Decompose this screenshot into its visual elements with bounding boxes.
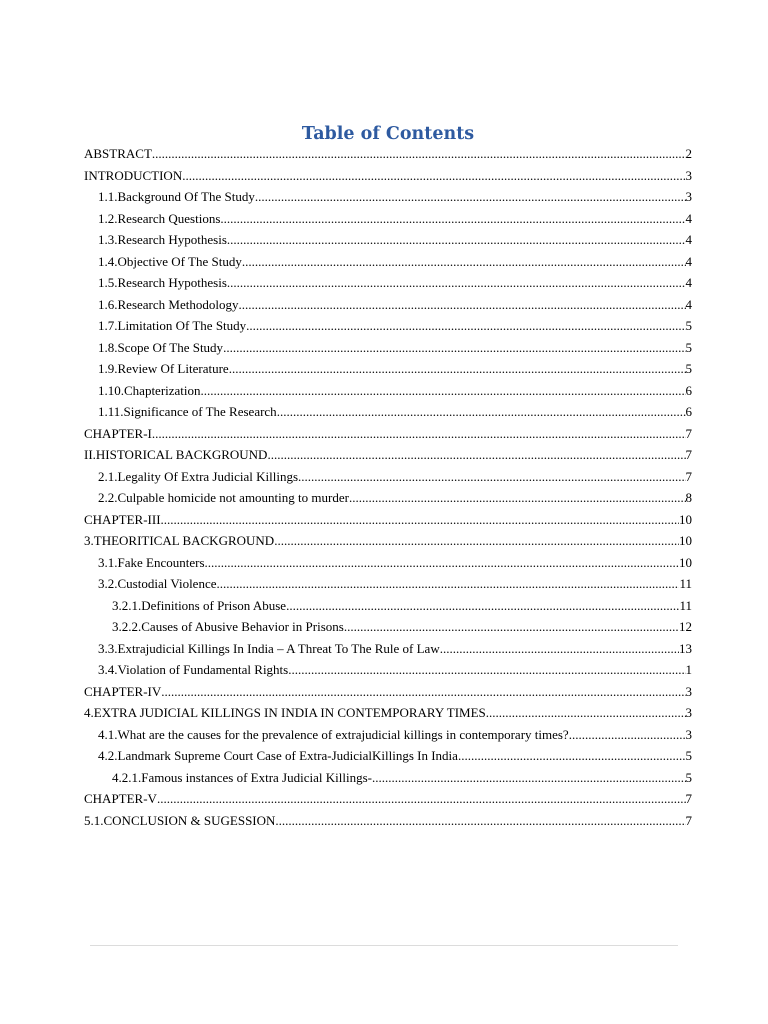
toc-entry[interactable] bbox=[84, 337, 692, 359]
toc-entry-title: 1.8.Scope Of The Study bbox=[98, 339, 224, 355]
toc-entry[interactable] bbox=[84, 401, 692, 423]
toc-entry[interactable] bbox=[84, 509, 692, 531]
toc-entry[interactable] bbox=[84, 552, 692, 574]
toc-entry[interactable] bbox=[84, 767, 692, 789]
toc-entry[interactable] bbox=[84, 294, 692, 316]
dot-leader bbox=[298, 466, 685, 488]
toc-entry-page-number: 3 bbox=[685, 189, 692, 204]
toc-entry[interactable] bbox=[84, 573, 692, 595]
toc-entry-page-number: 3 bbox=[685, 167, 692, 183]
toc-entry-page-number: 7 bbox=[685, 791, 692, 806]
toc-entry-page-number: 4 bbox=[685, 210, 692, 226]
toc-entry-page-number: 5 bbox=[685, 318, 692, 333]
toc-entry-title: 3.3.Extrajudicial Killings In India – A Threat To The Rule of Law bbox=[98, 640, 440, 656]
toc-entry-title: 3.2.2.Causes of Abusive Behavior in Prisons bbox=[112, 619, 344, 634]
dot-leader bbox=[246, 315, 685, 337]
toc-entry[interactable] bbox=[84, 659, 692, 681]
toc-entry-title: 4.1.What are the causes for the prevalence of extrajudicial killings in contemporary times? bbox=[98, 726, 569, 742]
toc-entry-page-number: 5 bbox=[685, 361, 692, 376]
toc-entry-page-number: 6 bbox=[685, 382, 692, 398]
dot-leader bbox=[201, 380, 686, 402]
toc-entry-title: 2.2.Culpable homicide not amounting to murder bbox=[98, 490, 349, 505]
toc-entry[interactable] bbox=[84, 208, 692, 230]
toc-entry-page-number: 5 bbox=[685, 748, 692, 763]
toc-entry-page-number: 7 bbox=[685, 812, 692, 828]
toc-entry-page-number: 4 bbox=[685, 275, 692, 290]
toc-entry-page-number: 10 bbox=[679, 554, 692, 570]
toc-entry-page-number: 10 bbox=[679, 533, 692, 548]
dot-leader bbox=[486, 702, 686, 724]
toc-entry-title: 1.6.Research Methodology bbox=[98, 296, 239, 312]
toc-entry-page-number: 7 bbox=[685, 447, 692, 462]
toc-entry-page-number: 7 bbox=[685, 425, 692, 441]
toc-entry-title: 1.11.Significance of The Research bbox=[98, 404, 277, 419]
toc-entry-page-number: 4 bbox=[685, 232, 692, 247]
toc-entry-page-number: 7 bbox=[685, 468, 692, 484]
toc-entry-page-number: 11 bbox=[679, 576, 692, 591]
toc-entry-title: 5.1.CONCLUSION & SUGESSION bbox=[84, 812, 276, 828]
dot-leader bbox=[157, 788, 686, 810]
toc-entry-title: 1.10.Chapterization bbox=[98, 382, 201, 398]
dot-leader bbox=[229, 358, 686, 380]
toc-entry-title: 1.3.Research Hypothesis bbox=[98, 232, 227, 247]
toc-entry-page-number: 2 bbox=[685, 146, 692, 161]
dot-leader bbox=[458, 745, 686, 767]
toc-entry[interactable] bbox=[84, 143, 692, 165]
toc-entry-title: 3.1.Fake Encounters bbox=[98, 554, 205, 570]
dot-leader bbox=[227, 272, 686, 294]
toc-entry[interactable] bbox=[84, 487, 692, 509]
toc-entry-page-number: 6 bbox=[685, 404, 692, 419]
toc-entry-page-number: 11 bbox=[679, 597, 692, 613]
toc-entry[interactable] bbox=[84, 186, 692, 208]
toc-entry[interactable] bbox=[84, 595, 692, 617]
toc-title: Table of Contents bbox=[301, 124, 475, 144]
toc-entry-title: CHAPTER-V bbox=[84, 791, 157, 806]
toc-entry-title: 3.4.Violation of Fundamental Rights bbox=[98, 662, 289, 677]
dot-leader bbox=[161, 681, 685, 703]
toc-entry-page-number: 5 bbox=[685, 769, 692, 785]
dot-leader bbox=[227, 229, 686, 251]
toc-entry[interactable] bbox=[84, 380, 692, 402]
toc-entry-title: 1.5.Research Hypothesis bbox=[98, 275, 227, 290]
toc-entry-page-number: 4 bbox=[685, 296, 692, 312]
dot-leader bbox=[275, 810, 685, 832]
toc-entry-title: CHAPTER-III bbox=[84, 511, 161, 527]
toc-entry-title: 1.1.Background Of The Study bbox=[98, 189, 255, 204]
toc-entry-title: 2.1.Legality Of Extra Judicial Killings bbox=[98, 468, 299, 484]
toc-entry-title: 4.2.1.Famous instances of Extra Judicial Killings- bbox=[112, 769, 372, 785]
dot-leader bbox=[349, 487, 686, 509]
toc-entry[interactable] bbox=[84, 724, 692, 746]
dot-leader bbox=[288, 659, 685, 681]
dot-leader bbox=[286, 595, 679, 617]
toc-entry-page-number: 10 bbox=[679, 511, 692, 527]
dot-leader bbox=[223, 337, 685, 359]
toc-entry[interactable] bbox=[84, 423, 692, 445]
toc-entry-page-number: 13 bbox=[679, 640, 692, 656]
toc-entry-title: II.HISTORICAL BACKGROUND bbox=[84, 447, 268, 462]
dot-leader bbox=[372, 767, 686, 789]
toc-list bbox=[84, 143, 692, 831]
toc-entry[interactable] bbox=[84, 444, 692, 466]
dot-leader bbox=[277, 401, 686, 423]
toc-entry-title: ABSTRACT bbox=[84, 146, 152, 161]
toc-entry[interactable] bbox=[84, 810, 692, 832]
toc-entry-title: CHAPTER-IV bbox=[84, 683, 162, 699]
dot-leader bbox=[440, 638, 679, 660]
toc-entry-title: 3.2.Custodial Violence bbox=[98, 576, 217, 591]
toc-entry-title: INTRODUCTION bbox=[84, 167, 183, 183]
toc-entry[interactable] bbox=[84, 315, 692, 337]
toc-entry-title: 1.7.Limitation Of The Study bbox=[98, 318, 247, 333]
toc-entry[interactable] bbox=[84, 530, 692, 552]
dot-leader bbox=[217, 573, 680, 595]
toc-entry-page-number: 12 bbox=[679, 619, 692, 634]
toc-entry-title: 3.THEORITICAL BACKGROUND bbox=[84, 533, 275, 548]
toc-entry-page-number: 3 bbox=[685, 726, 692, 742]
dot-leader bbox=[182, 165, 685, 187]
toc-entry-title: 1.4.Objective Of The Study bbox=[98, 253, 242, 269]
toc-entry[interactable] bbox=[84, 638, 692, 660]
toc-entry-title: 1.9.Review Of Literature bbox=[98, 361, 229, 376]
toc-entry-title: 3.2.1.Definitions of Prison Abuse bbox=[112, 597, 287, 613]
toc-entry[interactable] bbox=[84, 358, 692, 380]
toc-entry-title: 1.2.Research Questions bbox=[98, 210, 221, 226]
toc-entry[interactable] bbox=[84, 229, 692, 251]
toc-entry[interactable] bbox=[84, 251, 692, 273]
dot-leader bbox=[344, 616, 679, 638]
toc-entry-page-number: 3 bbox=[685, 683, 692, 699]
toc-entry-page-number: 5 bbox=[685, 339, 692, 355]
toc-entry-title: 4.EXTRA JUDICIAL KILLINGS IN INDIA IN CONTEMPORARY TIMES bbox=[84, 705, 486, 720]
toc-entry[interactable] bbox=[84, 681, 692, 703]
toc-entry-page-number: 3 bbox=[685, 705, 692, 720]
dot-leader bbox=[161, 509, 679, 531]
toc-entry-page-number: 1 bbox=[685, 662, 692, 677]
dot-leader bbox=[242, 251, 686, 273]
dot-leader bbox=[220, 208, 685, 230]
toc-entry-page-number: 4 bbox=[685, 253, 692, 269]
dot-leader bbox=[238, 294, 685, 316]
toc-entry-title: 4.2.Landmark Supreme Court Case of Extra-JudicialKillings In India bbox=[98, 748, 458, 763]
toc-entry[interactable] bbox=[84, 165, 692, 187]
dot-leader bbox=[569, 724, 686, 746]
toc-entry[interactable] bbox=[84, 466, 692, 488]
dot-leader bbox=[255, 186, 686, 208]
toc-entry[interactable] bbox=[84, 272, 692, 294]
toc-entry[interactable] bbox=[84, 788, 692, 810]
toc-entry[interactable] bbox=[84, 616, 692, 638]
dot-leader bbox=[267, 444, 685, 466]
toc-entry-page-number: 8 bbox=[685, 490, 692, 505]
toc-entry[interactable] bbox=[84, 745, 692, 767]
footer-divider bbox=[90, 945, 678, 946]
toc-entry-title: CHAPTER-I bbox=[84, 425, 152, 441]
dot-leader bbox=[274, 530, 679, 552]
dot-leader bbox=[152, 143, 686, 165]
dot-leader bbox=[205, 552, 679, 574]
toc-entry[interactable] bbox=[84, 702, 692, 724]
dot-leader bbox=[152, 423, 686, 445]
